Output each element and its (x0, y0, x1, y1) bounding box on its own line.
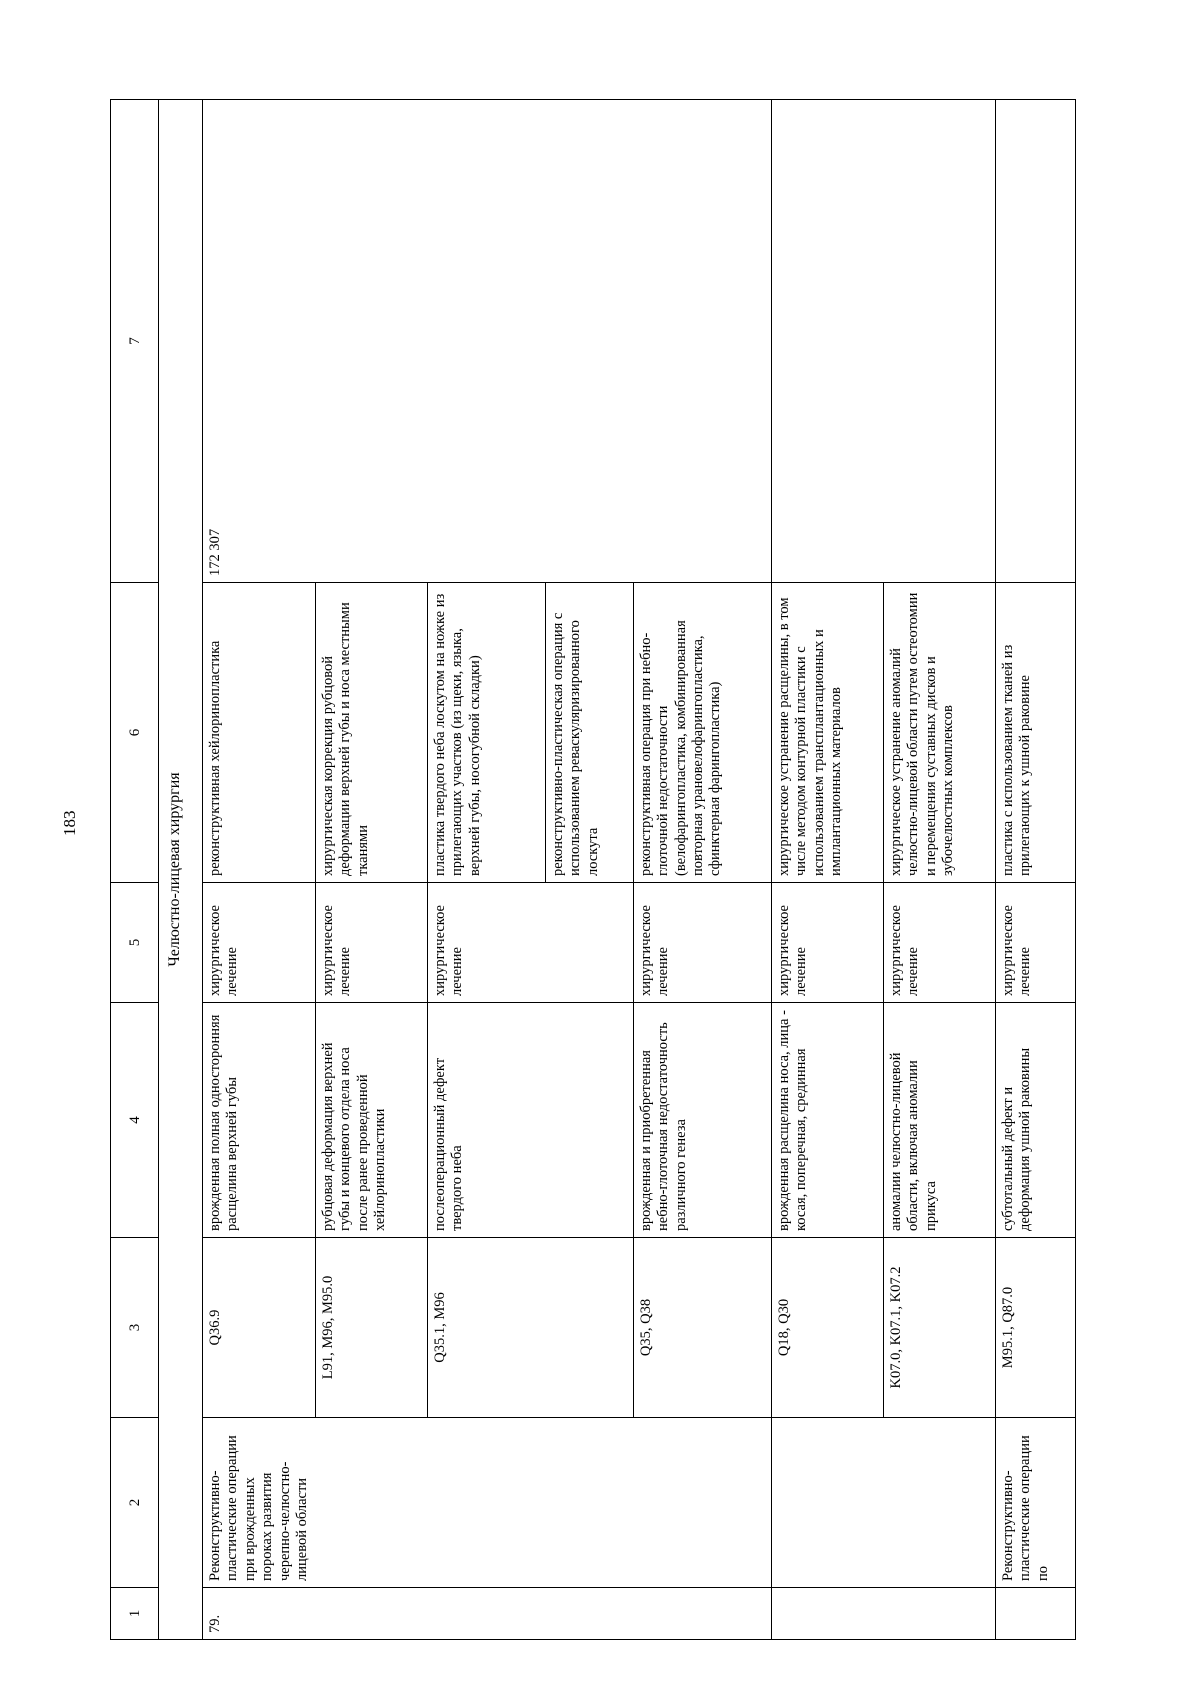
treatment-method: реконструктивно-пластическая операция с использованием реваскуляризированного лоскута (545, 583, 633, 883)
column-header: 1 (111, 1588, 159, 1640)
empty-cell (315, 100, 427, 583)
table-row (633, 100, 771, 1640)
patient-model: врожденная и приобретенная небно-глоточная недостаточность различного генеза (633, 1003, 771, 1238)
row-number: 79. (203, 1588, 316, 1640)
rotated-table-container (110, 100, 1090, 1640)
patient-model: субтотальный дефект и деформация ушной раковины (995, 1003, 1075, 1238)
table-row (995, 100, 1075, 1640)
empty-cell (427, 1588, 545, 1640)
icd-code: Q18, Q30 (771, 1238, 883, 1418)
column-header: 6 (111, 583, 159, 883)
cost-value: 172 307 (203, 100, 316, 583)
patient-model: врожденная полная односторонняя расщелина верхней губы (203, 1003, 316, 1238)
empty-cell (633, 1588, 771, 1640)
treatment-type: хирургическое лечение (203, 883, 316, 1003)
treatment-type: хирургическое лечение (315, 883, 427, 1003)
empty-cell (545, 100, 633, 583)
table-row (427, 100, 545, 1640)
table-row (771, 100, 883, 1640)
empty-cell (883, 1418, 995, 1588)
patient-model: рубцовая деформация верхней губы и концевого отдела носа после ранее проведенной хейлоринопластики (315, 1003, 427, 1238)
section-title: Челюстно-лицевая хирургия (159, 100, 203, 1640)
patient-model: аномалии челюстно-лицевой области, включая аномалии прикуса (883, 1003, 995, 1238)
treatment-method: пластика твердого неба лоскутом на ножке из прилегающих участков (из щеки, языка, верхней губы, носогубной складки) (427, 583, 545, 883)
icd-code: K07.0, K07.1, K07.2 (883, 1238, 995, 1418)
column-header: 2 (111, 1418, 159, 1588)
icd-code: M95.1, Q87.0 (995, 1238, 1075, 1418)
icd-code: Q35.1, M96 (427, 1238, 633, 1418)
empty-cell (427, 100, 545, 583)
column-header: 4 (111, 1003, 159, 1238)
empty-cell (883, 1588, 995, 1640)
icd-code: Q36.9 (203, 1238, 316, 1418)
column-header: 7 (111, 100, 159, 583)
medical-care-table (110, 99, 1076, 1640)
empty-cell (995, 1588, 1075, 1640)
treatment-type: хирургическое лечение (883, 883, 995, 1003)
empty-cell (771, 1588, 883, 1640)
empty-cell (315, 1418, 427, 1588)
treatment-type: хирургическое лечение (427, 883, 633, 1003)
treatment-type: хирургическое лечение (995, 883, 1075, 1003)
treatment-type: хирургическое лечение (633, 883, 771, 1003)
icd-code: Q35, Q38 (633, 1238, 771, 1418)
treatment-method: хирургическое устранение расщелины, в том числе методом контурной пластики с использованием трансплантационных и имплантационных материалов (771, 583, 883, 883)
section-row (159, 100, 203, 1640)
empty-cell (633, 100, 771, 583)
empty-cell (315, 1588, 427, 1640)
table-row (315, 100, 427, 1640)
method-group-name: Реконструктивно-пластические операции по (995, 1418, 1075, 1588)
table-row (203, 100, 316, 1640)
empty-cell (771, 1418, 883, 1588)
treatment-method: пластика с использованием тканей из прилегающих к ушной раковине (995, 583, 1075, 883)
empty-cell (995, 100, 1075, 583)
column-header: 3 (111, 1238, 159, 1418)
empty-cell (771, 100, 883, 583)
treatment-type: хирургическое лечение (771, 883, 883, 1003)
patient-model: послеоперационный дефект твердого неба (427, 1003, 633, 1238)
treatment-method: хирургическое устранение аномалий челюстно-лицевой области путем остеотомии и перемещения суставных дисков и зубочелюстных комплексов (883, 583, 995, 883)
column-header: 5 (111, 883, 159, 1003)
empty-cell (427, 1418, 545, 1588)
table-row (883, 100, 995, 1640)
patient-model: врожденная расщелина носа, лица - косая, поперечная, срединная (771, 1003, 883, 1238)
treatment-method: хирургическая коррекция рубцовой деформации верхней губы и носа местными тканями (315, 583, 427, 883)
empty-cell (633, 1418, 771, 1588)
page-number: 183 (60, 810, 79, 836)
method-group-name: Реконструктивно-пластические операции при врожденных пороках развития черепно-челюстно-лицевой области (203, 1418, 316, 1588)
empty-cell (545, 1588, 633, 1640)
column-number-row (111, 100, 159, 1640)
empty-cell (545, 1418, 633, 1588)
treatment-method: реконструктивная операция при небно-глоточной недостаточности (велофарингопластика, комбинированная повторная урановелофарингопластика, сфинктерная фарингопластика) (633, 583, 771, 883)
empty-cell (883, 100, 995, 583)
treatment-method: реконструктивная хейлоринопластика (203, 583, 316, 883)
icd-code: L91, M96, M95.0 (315, 1238, 427, 1418)
